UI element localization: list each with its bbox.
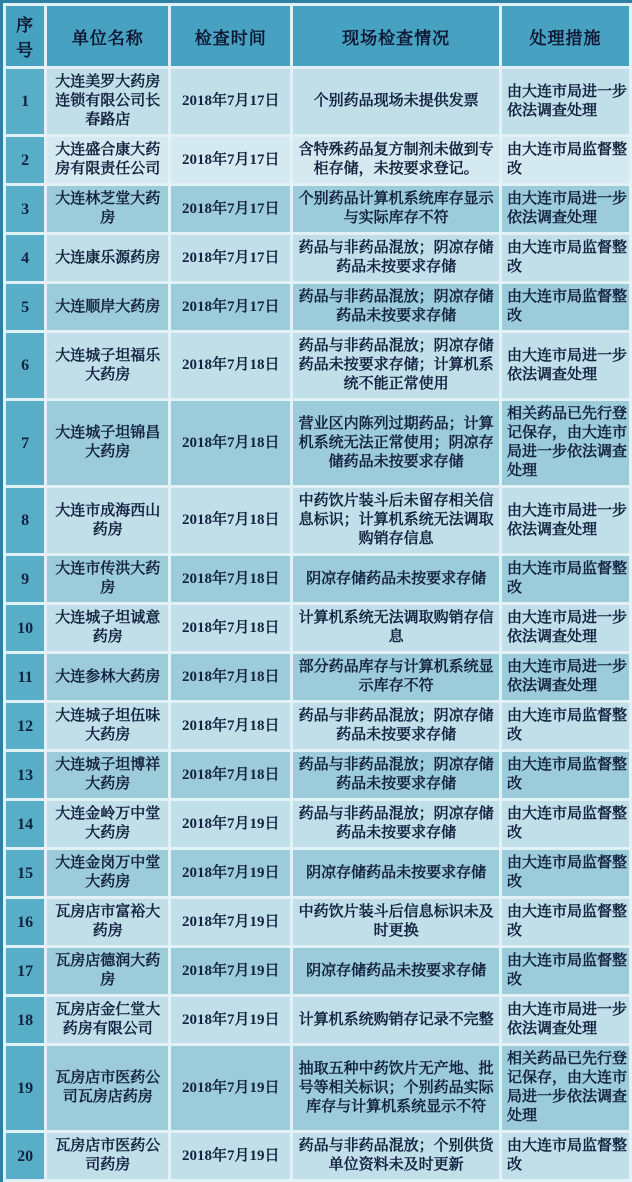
inspection-date-cell: 2018年7月19日 <box>171 1046 290 1130</box>
handling-measure-cell: 由大连市局进一步依法调查处理 <box>502 997 629 1043</box>
inspection-situation-cell: 阴凉存储药品未按要求存储 <box>293 948 499 994</box>
handling-measure-cell: 相关药品已先行登记保存，由大连市局进一步依法调查处理 <box>502 1046 629 1130</box>
inspection-date-cell: 2018年7月18日 <box>171 488 290 553</box>
row-index-cell: 17 <box>6 948 44 994</box>
inspection-date-cell: 2018年7月18日 <box>171 605 290 651</box>
inspection-situation-cell: 药品与非药品混放；阴凉存储药品未按要求存储 <box>293 801 499 847</box>
inspection-date-cell: 2018年7月18日 <box>171 401 290 485</box>
unit-name-cell: 大连盛合康大药房有限责任公司 <box>47 137 168 183</box>
table-row <box>6 235 629 281</box>
unit-name-cell: 瓦房店金仁堂大药房有限公司 <box>47 997 168 1043</box>
inspection-date-cell: 2018年7月17日 <box>171 186 290 232</box>
table-row <box>6 948 629 994</box>
handling-measure-cell: 由大连市局监督整改 <box>502 137 629 183</box>
table-row <box>6 69 629 134</box>
handling-measure-cell: 由大连市局监督整改 <box>502 850 629 896</box>
unit-name-cell: 瓦房店市医药公司瓦房店药房 <box>47 1046 168 1130</box>
row-index-cell: 9 <box>6 556 44 602</box>
column-header-situation: 现场检查情况 <box>293 6 499 66</box>
row-index-cell: 3 <box>6 186 44 232</box>
handling-measure-cell: 相关药品已先行登记保存，由大连市局进一步依法调查处理 <box>502 401 629 485</box>
handling-measure-cell: 由大连市局进一步依法调查处理 <box>502 605 629 651</box>
row-index-cell: 7 <box>6 401 44 485</box>
unit-name-cell: 大连金岗万中堂大药房 <box>47 850 168 896</box>
unit-name-cell: 瓦房店市医药公司药房 <box>47 1133 168 1179</box>
table-row <box>6 850 629 896</box>
table-row <box>6 401 629 485</box>
inspection-situation-cell: 药品与非药品混放；阴凉存储药品未按要求存储；计算机系统不能正常使用 <box>293 333 499 398</box>
unit-name-cell: 大连城子坦伍味大药房 <box>47 703 168 749</box>
handling-measure-cell: 由大连市局监督整改 <box>502 556 629 602</box>
unit-name-cell: 大连金岭万中堂大药房 <box>47 801 168 847</box>
unit-name-cell: 大连市传洪大药房 <box>47 556 168 602</box>
table-row <box>6 186 629 232</box>
inspection-situation-cell: 中药饮片装斗后未留存相关信息标识；计算机系统无法调取购销存信息 <box>293 488 499 553</box>
inspection-situation-cell: 药品与非药品混放；个别供货单位资料未及时更新 <box>293 1133 499 1179</box>
inspection-date-cell: 2018年7月19日 <box>171 1133 290 1179</box>
inspection-date-cell: 2018年7月19日 <box>171 801 290 847</box>
table-row <box>6 488 629 553</box>
row-index-cell: 10 <box>6 605 44 651</box>
row-index-cell: 2 <box>6 137 44 183</box>
inspection-date-cell: 2018年7月19日 <box>171 899 290 945</box>
table-row <box>6 1133 629 1179</box>
inspection-situation-cell: 药品与非药品混放；阴凉存储药品未按要求存储 <box>293 235 499 281</box>
table-row <box>6 703 629 749</box>
table-row <box>6 997 629 1043</box>
table-row <box>6 556 629 602</box>
handling-measure-cell: 由大连市局监督整改 <box>502 948 629 994</box>
row-index-cell: 6 <box>6 333 44 398</box>
inspection-situation-cell: 中药饮片装斗后信息标识未及时更换 <box>293 899 499 945</box>
inspection-situation-cell: 个别药品计算机系统库存显示与实际库存不符 <box>293 186 499 232</box>
column-header-date: 检查时间 <box>171 6 290 66</box>
table-row <box>6 654 629 700</box>
handling-measure-cell: 由大连市局监督整改 <box>502 235 629 281</box>
column-header-no: 序号 <box>6 6 44 66</box>
inspection-date-cell: 2018年7月18日 <box>171 654 290 700</box>
inspection-situation-cell: 阴凉存储药品未按要求存储 <box>293 556 499 602</box>
row-index-cell: 14 <box>6 801 44 847</box>
unit-name-cell: 瓦房店德润大药房 <box>47 948 168 994</box>
row-index-cell: 18 <box>6 997 44 1043</box>
inspection-situation-cell: 计算机系统购销存记录不完整 <box>293 997 499 1043</box>
unit-name-cell: 大连美罗大药房连锁有限公司长春路店 <box>47 69 168 134</box>
row-index-cell: 5 <box>6 284 44 330</box>
inspection-date-cell: 2018年7月18日 <box>171 752 290 798</box>
inspection-date-cell: 2018年7月19日 <box>171 948 290 994</box>
inspection-situation-cell: 阴凉存储药品未按要求存储 <box>293 850 499 896</box>
row-index-cell: 1 <box>6 69 44 134</box>
handling-measure-cell: 由大连市局进一步依法调查处理 <box>502 186 629 232</box>
inspection-situation-cell: 药品与非药品混放；阴凉存储药品未按要求存储 <box>293 284 499 330</box>
inspection-date-cell: 2018年7月17日 <box>171 137 290 183</box>
handling-measure-cell: 由大连市局监督整改 <box>502 752 629 798</box>
handling-measure-cell: 由大连市局进一步依法调查处理 <box>502 69 629 134</box>
table-row <box>6 333 629 398</box>
unit-name-cell: 大连城子坦诚意药房 <box>47 605 168 651</box>
unit-name-cell: 大连顺岸大药房 <box>47 284 168 330</box>
table-row <box>6 899 629 945</box>
table-row <box>6 801 629 847</box>
unit-name-cell: 大连城子坦锦昌大药房 <box>47 401 168 485</box>
row-index-cell: 16 <box>6 899 44 945</box>
inspection-date-cell: 2018年7月19日 <box>171 997 290 1043</box>
inspection-date-cell: 2018年7月18日 <box>171 703 290 749</box>
inspection-situation-cell: 部分药品库存与计算机系统显示库存不符 <box>293 654 499 700</box>
pharmacy-inspection-table <box>3 3 632 1182</box>
column-header-name: 单位名称 <box>47 6 168 66</box>
inspection-situation-cell: 计算机系统无法调取购销存信息 <box>293 605 499 651</box>
inspection-situation-cell: 药品与非药品混放；阴凉存储药品未按要求存储 <box>293 752 499 798</box>
handling-measure-cell: 由大连市局监督整改 <box>502 1133 629 1179</box>
row-index-cell: 15 <box>6 850 44 896</box>
row-index-cell: 20 <box>6 1133 44 1179</box>
row-index-cell: 4 <box>6 235 44 281</box>
unit-name-cell: 瓦房店市富裕大药房 <box>47 899 168 945</box>
inspection-date-cell: 2018年7月18日 <box>171 333 290 398</box>
inspection-date-cell: 2018年7月17日 <box>171 235 290 281</box>
handling-measure-cell: 由大连市局进一步依法调查处理 <box>502 488 629 553</box>
unit-name-cell: 大连城子坦福乐大药房 <box>47 333 168 398</box>
inspection-date-cell: 2018年7月17日 <box>171 69 290 134</box>
unit-name-cell: 大连参林大药房 <box>47 654 168 700</box>
handling-measure-cell: 由大连市局监督整改 <box>502 284 629 330</box>
table-header-row <box>6 6 629 66</box>
inspection-date-cell: 2018年7月18日 <box>171 556 290 602</box>
handling-measure-cell: 由大连市局监督整改 <box>502 703 629 749</box>
unit-name-cell: 大连城子坦博祥大药房 <box>47 752 168 798</box>
inspection-date-cell: 2018年7月17日 <box>171 284 290 330</box>
unit-name-cell: 大连市成海西山药房 <box>47 488 168 553</box>
table-row <box>6 752 629 798</box>
inspection-situation-cell: 个别药品现场未提供发票 <box>293 69 499 134</box>
table-row <box>6 284 629 330</box>
handling-measure-cell: 由大连市局监督整改 <box>502 801 629 847</box>
column-header-action: 处理措施 <box>502 6 629 66</box>
table-row <box>6 137 629 183</box>
table-row <box>6 1046 629 1130</box>
handling-measure-cell: 由大连市局监督整改 <box>502 899 629 945</box>
unit-name-cell: 大连林芝堂大药房 <box>47 186 168 232</box>
row-index-cell: 12 <box>6 703 44 749</box>
inspection-situation-cell: 抽取五种中药饮片无产地、批号等相关标识；个别药品实际库存与计算机系统显示不符 <box>293 1046 499 1130</box>
table-row <box>6 605 629 651</box>
inspection-situation-cell: 药品与非药品混放；阴凉存储药品未按要求存储 <box>293 703 499 749</box>
unit-name-cell: 大连康乐源药房 <box>47 235 168 281</box>
handling-measure-cell: 由大连市局进一步依法调查处理 <box>502 333 629 398</box>
inspection-situation-cell: 营业区内陈列过期药品；计算机系统无法正常使用；阴凉存储药品未按要求存储 <box>293 401 499 485</box>
inspection-date-cell: 2018年7月19日 <box>171 850 290 896</box>
handling-measure-cell: 由大连市局进一步依法调查处理 <box>502 654 629 700</box>
row-index-cell: 8 <box>6 488 44 553</box>
row-index-cell: 13 <box>6 752 44 798</box>
inspection-situation-cell: 含特殊药品复方制剂未做到专柜存储，未按要求登记。 <box>293 137 499 183</box>
row-index-cell: 11 <box>6 654 44 700</box>
row-index-cell: 19 <box>6 1046 44 1130</box>
